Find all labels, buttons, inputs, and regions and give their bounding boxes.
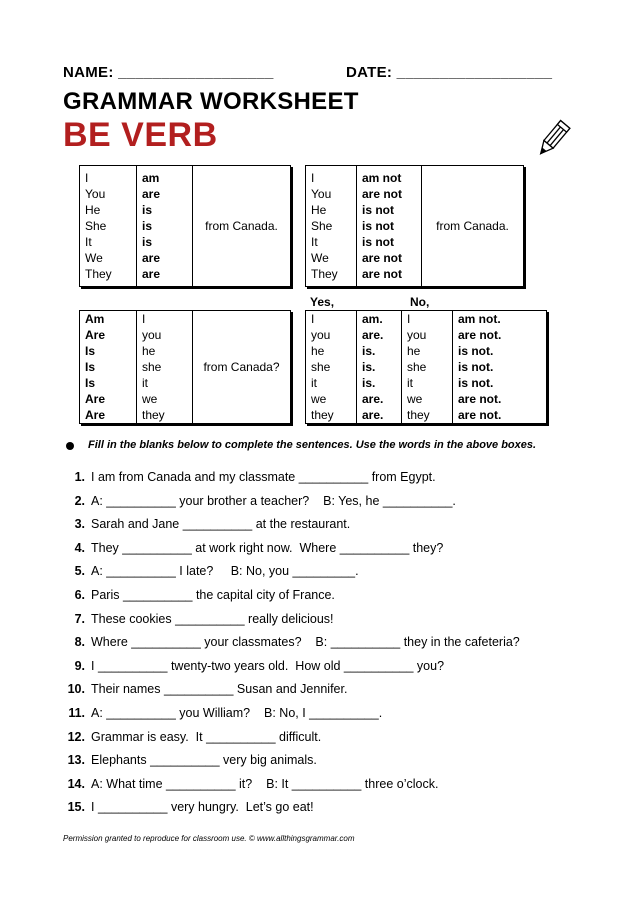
yes-verbs	[357, 311, 402, 424]
negative-subjects	[306, 166, 357, 287]
question-text: These cookies __________ really delicious!	[91, 611, 334, 626]
subject-pronoun: He	[311, 203, 327, 217]
subject-pronoun: They	[85, 267, 112, 281]
subject-pronoun: You	[85, 187, 106, 201]
subject-pronoun: they	[407, 408, 430, 422]
short-answer-yes: are.	[362, 408, 384, 422]
pencil-icon	[532, 118, 574, 160]
subject-pronoun: I	[311, 171, 315, 185]
short-answer-yes: is.	[362, 376, 376, 390]
subject-pronoun: I	[407, 312, 411, 326]
no-verbs	[453, 311, 547, 424]
subject-pronoun: it	[142, 376, 148, 390]
question-number: 4.	[74, 540, 85, 555]
subject-pronoun: they	[311, 408, 334, 422]
subject-pronoun: you	[142, 328, 162, 342]
subject-pronoun: we	[311, 392, 327, 406]
negative-table	[305, 165, 524, 287]
question-subjects	[137, 311, 193, 424]
question-item	[63, 538, 443, 558]
bullet-icon	[66, 442, 74, 450]
be-verb-negative: are not	[362, 251, 403, 265]
subject-pronoun: I	[142, 312, 146, 326]
worksheet-title: GRAMMAR WORKSHEET	[63, 88, 359, 115]
question-number: 6.	[74, 588, 85, 602]
short-answer-no: are not.	[458, 392, 502, 406]
subject-pronoun: It	[85, 235, 92, 249]
subject-pronoun: We	[85, 251, 103, 265]
be-verb-negative: is not	[362, 235, 394, 249]
short-answer-no: are not.	[458, 328, 502, 342]
question-number: 15.	[67, 800, 85, 815]
be-verb: is	[142, 235, 153, 249]
question-text: Their names __________ Susan and Jennifer.	[91, 682, 348, 697]
subject-pronoun: They	[311, 267, 338, 281]
question-item	[63, 703, 382, 723]
question-text: Elephants __________ very big animals.	[91, 753, 317, 768]
subject-pronoun: We	[311, 251, 329, 265]
subject-pronoun: he	[311, 344, 325, 358]
question-text: Paris __________ the capital city of France.	[91, 588, 335, 602]
short-answer-no: is not.	[458, 344, 494, 358]
question-number: 9.	[74, 658, 85, 673]
question-item	[63, 632, 520, 652]
subject-pronoun: she	[407, 360, 427, 374]
question-number: 8.	[74, 635, 85, 650]
question-item	[63, 514, 350, 534]
question-item	[63, 679, 347, 699]
subject-pronoun: It	[311, 235, 318, 249]
negative-verbs	[357, 166, 422, 287]
be-verb-negative: am not	[362, 171, 402, 185]
question-number: 5.	[74, 564, 85, 579]
be-verb-negative: are not	[362, 267, 403, 281]
question-number: 2.	[74, 493, 85, 508]
question-item	[63, 727, 321, 747]
subject-pronoun: She	[85, 219, 107, 233]
subject-pronoun: I	[85, 171, 89, 185]
instructions: Fill in the blanks below to complete the sentences. Use the words in the above boxes.	[88, 439, 537, 451]
be-verb: am	[142, 171, 160, 185]
question-text: Grammar is easy. It __________ difficult.	[91, 729, 322, 744]
question-number: 1.	[74, 470, 85, 484]
be-verb: is	[142, 203, 153, 217]
question-number: 3.	[74, 517, 85, 532]
worksheet-subtitle: BE VERB	[63, 116, 218, 154]
short-answer-no: am not.	[458, 312, 501, 326]
be-verb: are	[142, 251, 161, 265]
affirmative-subjects	[80, 166, 137, 287]
question-item	[63, 467, 436, 487]
question-item	[63, 491, 456, 511]
question-number: 14.	[67, 776, 85, 791]
question-text: Where __________ your classmates? B: __________ they in the cafeteria?	[91, 635, 520, 650]
be-verb-negative: are not	[362, 187, 403, 201]
short-answer-yes: are.	[362, 328, 384, 342]
subject-pronoun: he	[407, 344, 421, 358]
be-verb: are	[142, 267, 161, 281]
short-answer-yes: is.	[362, 360, 376, 374]
subject-pronoun: she	[311, 360, 331, 374]
question-text: I __________ twenty-two years old. How old __________ you?	[91, 658, 445, 673]
short-answer-yes: am.	[362, 312, 383, 326]
subject-pronoun: She	[311, 219, 333, 233]
question-item	[63, 797, 314, 817]
short-answer-no: is not.	[458, 376, 494, 390]
question-number: 10.	[67, 682, 85, 697]
be-verb-negative: is not	[362, 219, 394, 233]
be-verb: is	[142, 219, 153, 233]
subject-pronoun: you	[407, 328, 427, 342]
be-verb: Are	[85, 328, 106, 342]
question-number: 11.	[68, 706, 85, 720]
negative-complement: from Canada.	[422, 166, 524, 287]
affirmative-complement: from Canada.	[193, 166, 291, 287]
be-verb: Am	[85, 312, 105, 326]
question-text: Sarah and Jane __________ at the restaurant.	[91, 517, 351, 532]
subject-pronoun: she	[142, 360, 162, 374]
be-verb: Are	[85, 392, 106, 406]
no-subjects	[402, 311, 453, 424]
question-text: A: __________ I late? B: No, you _________.	[91, 564, 359, 579]
be-verb: Is	[85, 376, 96, 390]
subject-pronoun: it	[311, 376, 317, 390]
question-number: 12.	[67, 729, 85, 744]
short-answer-no: is not.	[458, 360, 494, 374]
be-verb: Are	[85, 408, 106, 422]
question-text: They __________ at work right now. Where __________ they?	[91, 540, 444, 555]
affirmative-verbs	[137, 166, 193, 287]
affirmative-table	[79, 165, 291, 287]
subject-pronoun: you	[311, 328, 331, 342]
short-answer-no: are not.	[458, 408, 502, 422]
question-verbs	[80, 311, 137, 424]
be-verb: Is	[85, 360, 96, 374]
subject-pronoun: we	[407, 392, 423, 406]
be-verb-negative: is not	[362, 203, 394, 217]
question-number: 7.	[74, 611, 85, 626]
question-text: A: __________ your brother a teacher? B: Yes, he __________.	[91, 493, 456, 508]
no-label: No,	[410, 295, 430, 309]
subject-pronoun: He	[85, 203, 101, 217]
footer-permission: Permission granted to reproduce for classroom use. © www.allthingsgrammar.com	[63, 834, 355, 843]
short-answers-table	[305, 310, 547, 424]
question-text: I am from Canada and my classmate __________ from Egypt.	[91, 470, 436, 484]
subject-pronoun: he	[142, 344, 156, 358]
question-table	[79, 310, 291, 424]
question-text: I __________ very hungry. Let’s go eat!	[91, 800, 314, 815]
question-item	[63, 609, 334, 629]
short-answer-yes: is.	[362, 344, 376, 358]
subject-pronoun: You	[311, 187, 332, 201]
be-verb: Is	[85, 344, 96, 358]
question-number: 13.	[67, 753, 85, 768]
question-item	[63, 774, 438, 794]
yes-subjects	[306, 311, 357, 424]
subject-pronoun: I	[311, 312, 315, 326]
name-field-label: NAME: __________________	[63, 64, 274, 81]
question-item	[63, 750, 317, 770]
question-item	[63, 656, 444, 676]
question-text: A: __________ you William? B: No, I __________.	[91, 706, 383, 720]
yes-label: Yes,	[310, 295, 335, 309]
question-item	[63, 585, 335, 605]
short-answer-yes: are.	[362, 392, 384, 406]
subject-pronoun: it	[407, 376, 413, 390]
subject-pronoun: they	[142, 408, 165, 422]
question-text: A: What time __________ it? B: It __________ three o’clock.	[91, 776, 439, 791]
subject-pronoun: we	[142, 392, 158, 406]
date-field-label: DATE: __________________	[346, 64, 553, 81]
question-complement: from Canada?	[193, 311, 291, 424]
be-verb: are	[142, 187, 161, 201]
question-item	[63, 561, 359, 581]
